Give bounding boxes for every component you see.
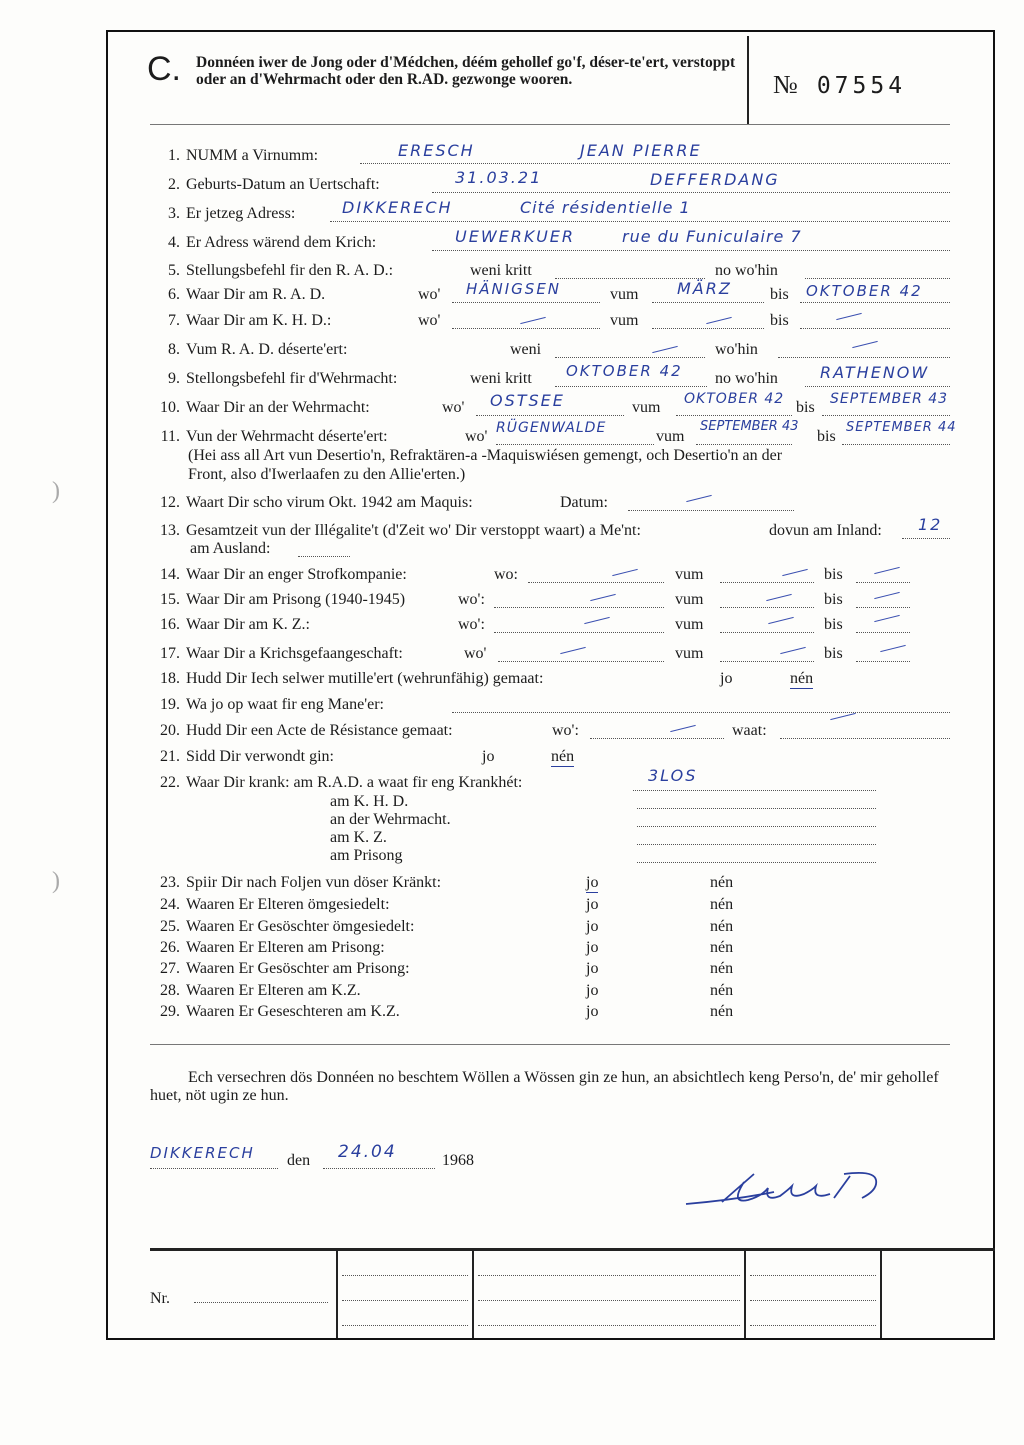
q17-to-field[interactable] [856,661,910,662]
q23-no-option[interactable]: nén [710,874,734,891]
q22-wehrmacht-field[interactable] [637,826,876,827]
q26-no-option[interactable]: nén [710,939,734,956]
q16-where-field[interactable] [494,632,664,633]
q10-where-field[interactable] [476,415,624,416]
q19-row: 19. Wa jo op waat fir eng Mane'er: [160,696,384,713]
q10-to-label: bis [796,399,815,416]
number-symbol: № [773,70,799,99]
q9-where-field[interactable] [805,386,950,387]
footer-cell-field[interactable] [342,1275,468,1276]
footer-top-rule [150,1248,995,1251]
q6-where-label: wo' [418,286,441,303]
q16-where-label: wo': [458,616,485,633]
declaration-text: Ech versechren dös Donnéen no beschtem Wöllen a Wössen gin ze hun, an absichtlech keng Perso'n, de' mir gehollef huet, nöt ugin ze hun. [150,1069,939,1104]
q24-row: 24. Waaren Er Elteren ömgesiedelt: [160,896,390,913]
q13-abroad-field[interactable] [298,556,350,557]
q6-to-label: bis [770,286,789,303]
footer-col-divider [472,1251,474,1338]
q22-kz-field[interactable] [637,844,876,845]
place-field[interactable] [150,1168,278,1169]
q14-to-label: bis [824,566,843,583]
q11-where-field[interactable] [496,444,654,445]
q28-yes-option[interactable]: jo [586,982,599,999]
q12-row: 12. Waart Dir scho virum Okt. 1942 am Maquis: [160,494,473,511]
q17-where-field[interactable] [498,661,664,662]
q6-row: 6. Waar Dir am R. A. D. [168,286,326,303]
q1-answer-firstname: JEAN PIERRE [580,141,702,160]
q27-row: 27. Waaren Er Gesöschter am Prisong: [160,960,410,977]
footer-col-divider [880,1251,882,1338]
q11-note-1: (Hei ass all Art vun Desertio'n, Refraktären-a -Maquiswiésen gemengt, och Desertio'n an der [188,447,783,464]
q22-prison-field[interactable] [637,862,876,863]
q7-where-label: wo' [418,312,441,329]
q11-from-field[interactable] [696,444,792,445]
q25-no-option[interactable]: nén [710,918,734,935]
footer-cell-field[interactable] [478,1325,740,1326]
q22-row: 22. Waar Dir krank: am R.A.D. a waat fir eng Krankhét: [160,774,523,791]
punch-hole-mark: ) [52,478,60,504]
q7-row: 7. Waar Dir am K. H. D.: [168,312,332,329]
q17-from-label: vum [675,645,704,662]
q26-yes-option[interactable]: jo [586,939,599,956]
q25-yes-option[interactable]: jo [586,918,599,935]
q10-answer-to: SEPTEMBER 43 [830,391,949,407]
q1-row: 1. NUMM a Virnumm: [168,147,319,164]
q18-no-option-selected[interactable]: nén [790,670,814,687]
q24-yes-option[interactable]: jo [586,896,599,913]
q3-row: 3. Er jetzeg Adress: [168,205,296,222]
q2-answer-place: DEFFERDANG [650,170,780,189]
q2-row: 2. Geburts-Datum an Uertschaft: [168,176,380,193]
footer-cell-field[interactable] [342,1325,468,1326]
year-label: 1968 [442,1152,474,1169]
q22-answer-illness: 3LOS [648,766,698,785]
q4-row: 4. Er Adress wärend dem Krich: [168,234,377,251]
q6-answer-from: MÄRZ [677,279,732,298]
q22-prison-label: am Prisong [330,847,403,864]
q29-no-option[interactable]: nén [710,1003,734,1020]
q20-what-field[interactable] [780,738,950,739]
q2-field[interactable] [432,192,950,193]
q20-where-field[interactable] [590,738,724,739]
q25-row: 25. Waaren Er Gesöschter ömgesiedelt: [160,918,415,935]
q18-row: 18. Hudd Dir Iech selwer mutille'ert (wehrunfähig) gemaat: [160,670,544,687]
q4-answer-city: UEWERKUER [455,227,576,246]
q7-from-field[interactable] [652,328,764,329]
q21-row: 21. Sidd Dir verwondt gin: [160,748,334,765]
q5-where-field[interactable] [805,278,950,279]
q17-where-label: wo' [464,645,487,662]
q14-where-label: wo: [494,566,518,583]
q20-row: 20. Hudd Dir een Acte de Résistance gemaat: [160,722,453,739]
den-label: den [287,1152,311,1169]
q11-from-label: vum [656,428,685,445]
q15-where-label: wo': [458,591,485,608]
q6-to-field[interactable] [800,302,950,303]
q27-yes-option[interactable]: jo [586,960,599,977]
q22-khd-label: am K. H. D. [330,793,409,810]
q8-row: 8. Vum R. A. D. déserte'ert: [168,341,348,358]
section-letter: C. [147,50,181,88]
q16-from-label: vum [675,616,704,633]
q23-yes-option-selected[interactable]: jo [586,874,599,891]
footer-col-divider [336,1251,338,1338]
q9-answer-where: RATHENOW [820,363,930,382]
nr-field[interactable] [194,1302,328,1303]
q5-where-label: no wo'hin [715,262,778,279]
q11-to-field[interactable] [842,444,950,445]
q28-row: 28. Waaren Er Elteren am K.Z. [160,982,361,999]
q21-no-option-selected[interactable]: nén [551,748,575,765]
q13-inland-field[interactable] [902,538,950,539]
q15-from-field[interactable] [720,607,814,608]
q14-from-label: vum [675,566,704,583]
q1-answer-lastname: ERESCH [398,141,475,160]
q7-to-field[interactable] [800,328,950,329]
q10-from-label: vum [632,399,661,416]
footer-cell-field[interactable] [750,1300,876,1301]
q22-khd-field[interactable] [637,808,876,809]
q10-where-label: wo' [442,399,465,416]
q12-date-field[interactable] [628,510,794,511]
q9-when-label: weni kritt [470,370,532,387]
q5-row: 5. Stellungsbefehl fir den R. A. D.: [168,262,394,279]
q13-row: 13. Gesamtzeit vun der Illégalite't (d'Zeit wo' Dir verstoppt waart) a Me'nt: [160,522,641,539]
q10-to-field[interactable] [822,415,950,416]
q3-answer-street: Cité résidentielle 1 [520,198,691,217]
q10-answer-where: OSTSEE [490,391,565,410]
q13-abroad-label: am Ausland: [190,540,271,557]
q6-from-field[interactable] [652,302,764,303]
q3-answer-city: DIKKERECH [342,198,453,217]
q15-where-field[interactable] [494,607,664,608]
q21-yes-option[interactable]: jo [482,748,495,765]
q19-field[interactable] [452,712,950,713]
q17-row: 17. Waar Dir a Krichsgefaangeschaft: [160,645,403,662]
q9-answer-when: OKTOBER 42 [566,362,683,380]
q3-field[interactable] [330,221,950,222]
q20-what-label: waat: [732,722,767,739]
q26-row: 26. Waaren Er Elteren am Prisong: [160,939,385,956]
q10-from-field[interactable] [676,415,792,416]
q11-answer-where: RÜGENWALDE [496,420,607,436]
q15-to-label: bis [824,591,843,608]
q13-answer-inland: 12 [918,515,943,534]
q14-where-field[interactable] [528,582,664,583]
q11-answer-to: SEPTEMBER 44 [846,420,957,435]
q14-from-field[interactable] [720,582,814,583]
footer-cell-field[interactable] [342,1300,468,1301]
footer-cell-field[interactable] [478,1275,740,1276]
q16-row: 16. Waar Dir am K. Z.: [160,616,310,633]
q12-date-label: Datum: [560,494,608,511]
q8-when-field[interactable] [555,357,705,358]
q22-wehrmacht-label: an der Wehrmacht. [330,811,451,828]
q1-field[interactable] [360,163,950,164]
q2-answer-date: 31.03.21 [455,168,543,187]
q7-to-label: bis [770,312,789,329]
q17-to-label: bis [824,645,843,662]
q10-row: 10. Waar Dir an der Wehrmacht: [160,399,370,416]
q6-from-label: vum [610,286,639,303]
q11-answer-from: SEPTEMBER 43 [700,419,799,434]
q4-field[interactable] [432,250,950,251]
q15-from-label: vum [675,591,704,608]
q16-from-field[interactable] [720,632,814,633]
header-separator [747,36,749,124]
section-title: Donnéen iwer de Jong oder d'Médchen, déém gehollef go'f, déser-te'ert, verstoppt oder an d'Wehrmacht oder den R.AD. gezwonge wooren. [196,54,736,88]
footer-col-divider [744,1251,746,1338]
footer-cell-field[interactable] [750,1275,876,1276]
q27-no-option[interactable]: nén [710,960,734,977]
footer-cell-field[interactable] [478,1300,740,1301]
signature-mark [684,1168,884,1210]
q7-where-field[interactable] [452,328,600,329]
q14-row: 14. Waar Dir an enger Strofkompanie: [160,566,407,583]
date-value: 24.04 [338,1142,397,1162]
q11-where-label: wo' [465,428,488,445]
footer-cell-field[interactable] [750,1325,876,1326]
q6-where-field[interactable] [452,302,600,303]
q9-row: 9. Stellongsbefehl fir d'Wehrmacht: [168,370,398,387]
q16-to-label: bis [824,616,843,633]
punch-hole-mark: ) [52,868,60,894]
q29-yes-option[interactable]: jo [586,1003,599,1020]
q28-no-option[interactable]: nén [710,982,734,999]
nr-label: Nr. [150,1290,170,1307]
q20-where-label: wo': [552,722,579,739]
q8-where-label: wo'hin [715,341,758,358]
q14-to-field[interactable] [856,582,910,583]
q13-inland-label: dovun am Inland: [769,522,882,539]
place-value: DIKKERECH [150,1144,255,1162]
q17-from-field[interactable] [720,661,814,662]
date-field[interactable] [323,1168,435,1169]
q7-from-label: vum [610,312,639,329]
q29-row: 29. Waaren Er Geseschteren am K.Z. [160,1003,400,1020]
q16-to-field[interactable] [856,632,910,633]
q11-note-2: Front, also d'Iwerlaafen zu den Allie'erten.) [188,466,466,483]
q5-when-label: weni kritt [470,262,532,279]
q11-to-label: bis [817,428,836,445]
q10-answer-from: OKTOBER 42 [684,391,785,407]
q8-when-label: weni [510,341,542,358]
form-number [773,70,906,100]
q18-yes-option[interactable]: jo [720,670,733,687]
q22-kz-label: am K. Z. [330,829,387,846]
questions-end-rule [150,1044,950,1045]
q24-no-option[interactable]: nén [710,896,734,913]
q9-when-field[interactable] [555,386,707,387]
q6-answer-to: OKTOBER 42 [806,282,923,300]
q6-answer-where: HÄNIGSEN [466,280,562,298]
q4-answer-street: rue du Funiculaire 7 [622,227,802,246]
q8-where-field[interactable] [778,357,950,358]
header-rule [150,124,950,125]
q22-rad-field[interactable] [633,790,876,791]
q15-to-field[interactable] [856,607,910,608]
number-value: 07554 [816,73,907,99]
q9-where-label: no wo'hin [715,370,778,387]
q11-row: 11. Vun der Wehrmacht déserte'ert: [160,428,388,445]
q15-row: 15. Waar Dir am Prisong (1940-1945) [160,591,406,608]
q23-row: 23. Spiir Dir nach Foljen vun döser Kränkt: [160,874,442,891]
